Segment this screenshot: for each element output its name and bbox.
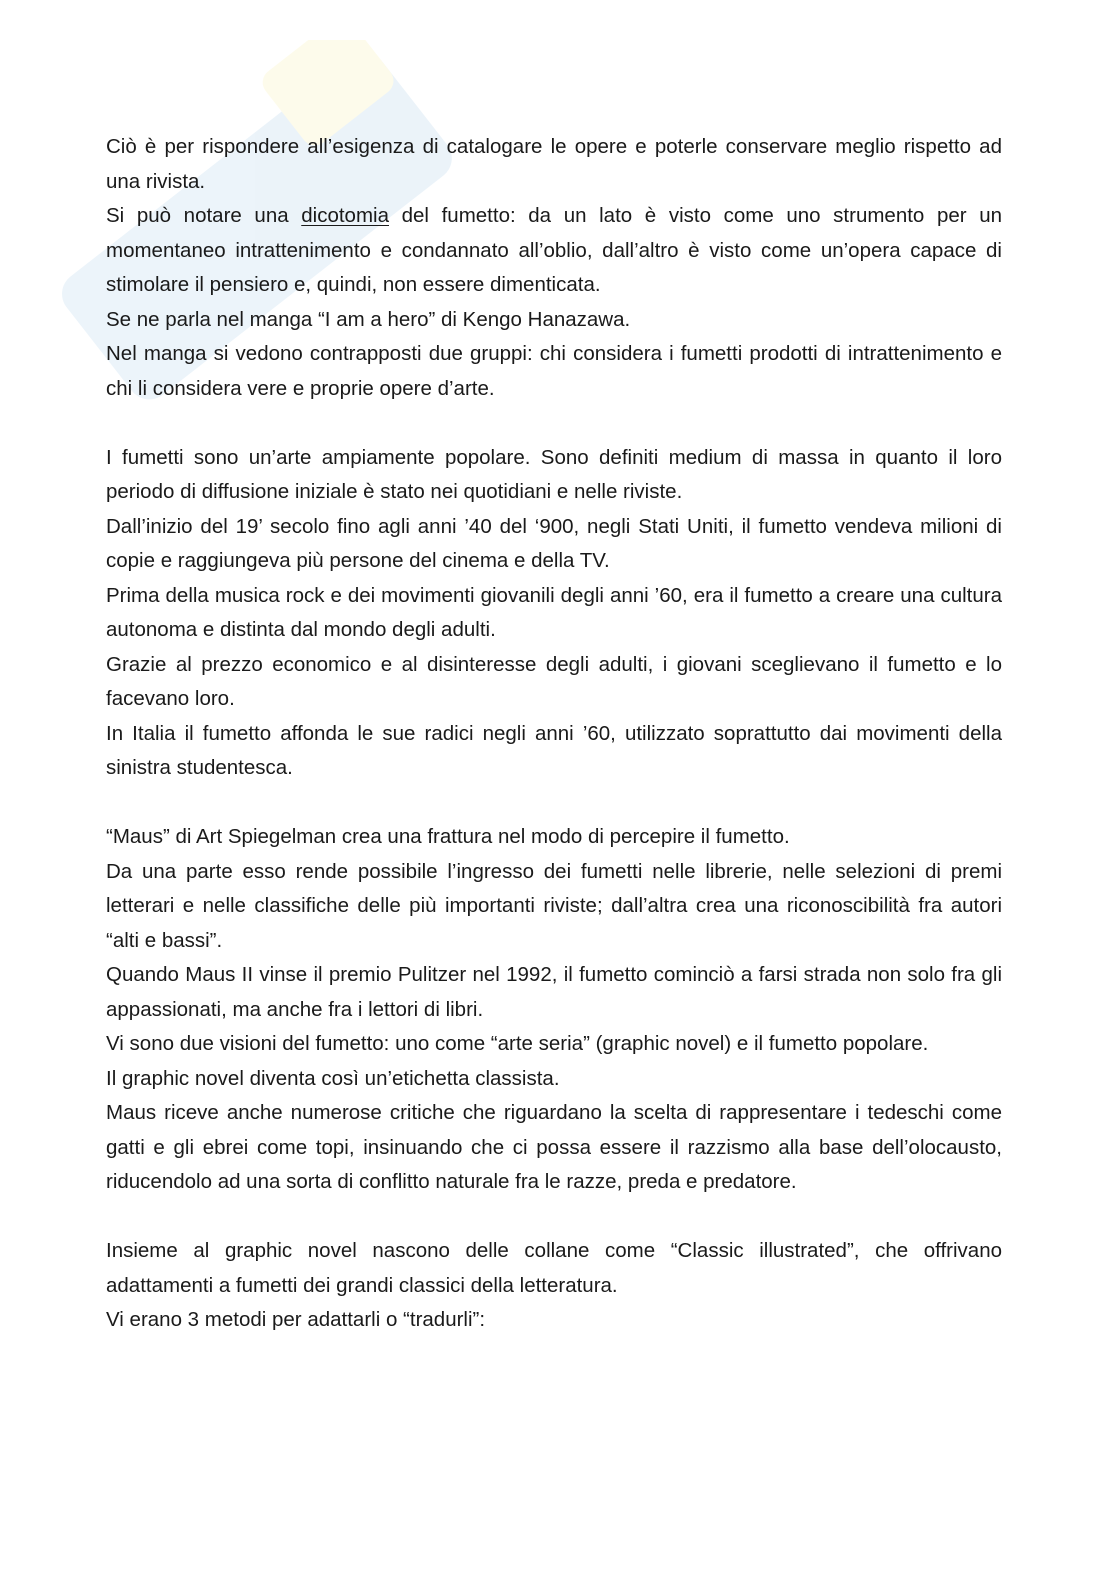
paragraph: Dall’inizio del 19’ secolo fino agli anni ’40 del ‘900, negli Stati Uniti, il fumetto vendeva milioni di copie e raggiungeva più persone del cinema e della TV.: [106, 514, 1002, 572]
paragraph: Nel manga si vedono contrapposti due gruppi: chi considera i fumetti prodotti di intrattenimento e chi li considera vere e proprie opere d’arte.: [106, 342, 1002, 400]
paragraph: Se ne parla nel manga “I am a hero” di Kengo Hanazawa.: [106, 307, 631, 331]
paragraph: Maus riceve anche numerose critiche che riguardano la scelta di rappresentare i tedeschi come gatti e gli ebrei come topi, insinuando che ci possa essere il razzismo alla base dell’olocausto, riducendolo ad una sorta di conflitto naturale fra le razze, preda e predatore.: [106, 1101, 1002, 1193]
paragraph-text: Si può notare una: [106, 204, 302, 227]
paragraph: Ciò è per rispondere all’esigenza di catalogare le opere e poterle conservare meglio rispetto ad una rivista.: [106, 135, 1002, 193]
paragraph-gap: [106, 406, 1002, 441]
paragraph: Vi erano 3 metodi per adattarli o “tradurli”:: [106, 1308, 486, 1331]
paragraph: Prima della musica rock e dei movimenti giovanili degli anni ’60, era il fumetto a creare una cultura autonoma e distinta dal mondo degli adulti.: [106, 583, 1002, 641]
underlined-term: dicotomia: [301, 204, 389, 227]
paragraph: I fumetti sono un’arte ampiamente popolare. Sono definiti medium di massa in quanto il loro periodo di diffusione iniziale è stato nei quotidiani e nelle riviste.: [106, 445, 1002, 503]
paragraph: Il graphic novel diventa così un’etichetta classista.: [106, 1066, 560, 1090]
paragraph: “Maus” di Art Spiegelman crea una frattura nel modo di percepire il fumetto.: [106, 825, 790, 848]
paragraph-text: del fumetto: da un lato è visto come uno strumento per un momentaneo intrattenimento e condannato all’oblio, dall’altro è visto come un’opera capace di stimolare il pensiero e, quindi, non essere dimenticata.: [106, 204, 1002, 296]
paragraph: In Italia il fumetto affonda le sue radici negli anni ’60, utilizzato soprattutto dai movimenti della sinistra studentesca.: [106, 721, 1002, 779]
paragraph: [106, 199, 1002, 303]
paragraph: Vi sono due visioni del fumetto: uno come “arte seria” (graphic novel) e il fumetto popolare.: [106, 1032, 929, 1055]
paragraph: Insieme al graphic novel nascono delle collane come “Classic illustrated”, che offrivano adattamenti a fumetti dei grandi classici della letteratura.: [106, 1239, 1002, 1297]
paragraph-gap: [106, 786, 1002, 821]
paragraph: Quando Maus II vinse il premio Pulitzer nel 1992, il fumetto cominciò a farsi strada non solo fra gli appassionati, ma anche fra i lettori di libri.: [106, 963, 1002, 1021]
paragraph: Da una parte esso rende possibile l’ingresso dei fumetti nelle librerie, nelle selezioni di premi letterari e nelle classifiche delle più importanti riviste; dall’altra crea una riconoscibilità fra autori “alti e bassi”.: [106, 859, 1002, 952]
document-page: [106, 130, 1002, 1338]
paragraph-gap: [106, 1200, 1002, 1235]
paragraph: Grazie al prezzo economico e al disinteresse degli adulti, i giovani sceglievano il fumetto e lo facevano loro.: [106, 652, 1002, 710]
